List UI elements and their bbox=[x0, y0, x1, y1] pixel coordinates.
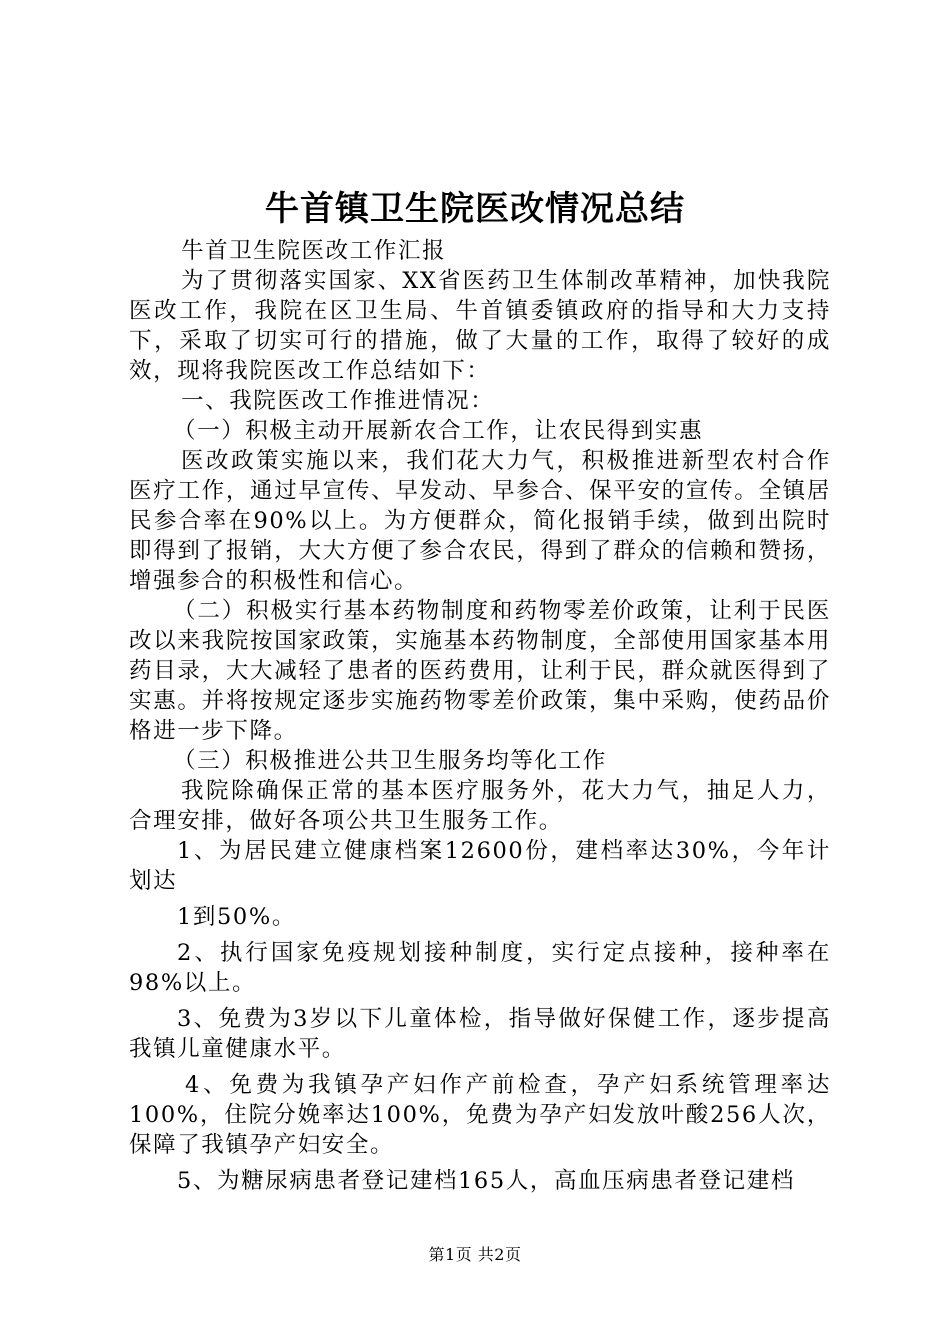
document-title: 牛首镇卫生院医改情况总结 bbox=[265, 189, 685, 229]
list-item-health-records: 1、为居民建立健康档案12600份，建档率达30%，今年计划达 bbox=[129, 838, 831, 894]
list-item-immunization: 2、执行国家免疫规划接种制度，实行定点接种，接种率在98%以上。 bbox=[129, 940, 831, 996]
subsection-heading-3: （三）积极推进公共卫生服务均等化工作 bbox=[173, 748, 607, 774]
list-item-child-checkup: 3、免费为3岁以下儿童体检，指导做好保健工作，逐步提高我镇儿童健康水平。 bbox=[129, 1006, 831, 1062]
paragraph-ncms: 医改政策实施以来，我们花大力气，积极推进新型农村合作医疗工作，通过早宣传、早发动、早参合、保平安的宣传。全镇居民参合率在90%以上。为方便群众，简化报销手续，做到出院时即得到了报销，大大方便了参合农民，得到了群众的信赖和赞扬，增强参合的积极性和信心。 bbox=[129, 448, 831, 594]
subsection-heading-1: （一）积极主动开展新农合工作，让农民得到实惠 bbox=[173, 418, 704, 444]
section-heading-progress: 一、我院医改工作推进情况： bbox=[181, 388, 495, 414]
page-footer: 第1页 共2页 bbox=[428, 1245, 522, 1264]
list-item-chronic-disease: 5、为糖尿病患者登记建档165人，高血压病患者登记建档 bbox=[177, 1168, 795, 1194]
subsection-heading-2: （二）积极实行基本药物制度和药物零差价政策，让利于民医改以来我院按国家政策，实施基本药物制度，全部使用国家基本用药目录，大大减轻了患者的医药费用，让利于民，群众就医得到了实惠。并将按规定逐步实施药物零差价政策，集中采购，使药品价格进一步下降。 bbox=[129, 598, 831, 744]
document-body bbox=[129, 236, 831, 1196]
paragraph-report-heading: 牛首卫生院医改工作汇报 bbox=[181, 238, 447, 264]
list-item-health-records-cont: 1到50%。 bbox=[177, 904, 296, 930]
paragraph-intro: 为了贯彻落实国家、XX省医药卫生体制改革精神，加快我院医改工作，我院在区卫生局、牛首镇委镇政府的指导和大力支持下，采取了切实可行的措施，做了大量的工作，取得了较好的成效，现将我院医改工作总结如下： bbox=[129, 268, 831, 384]
list-item-maternal-care: 4、免费为我镇孕产妇作产前检查，孕产妇系统管理率达100%，住院分娩率达100%，免费为孕产妇发放叶酸256人次，保障了我镇孕产妇安全。 bbox=[129, 1072, 831, 1158]
paragraph-public-health: 我院除确保正常的基本医疗服务外，花大力气，抽足人力，合理安排，做好各项公共卫生服务工作。 bbox=[129, 778, 831, 834]
